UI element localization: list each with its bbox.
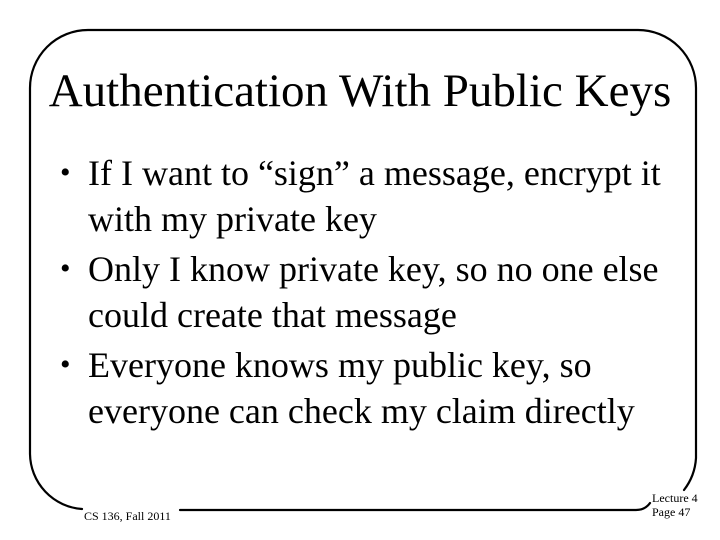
page-number: Page 47 — [652, 505, 691, 519]
bullet-icon: • — [60, 156, 71, 189]
bullet-text — [88, 249, 659, 335]
bullet-item — [60, 342, 700, 434]
page-footer — [652, 491, 698, 519]
bullet-line: everyone can check my claim directly — [88, 391, 635, 431]
bullet-line: could create that message — [88, 295, 457, 335]
bullet-line: with my private key — [88, 199, 377, 239]
bullet-icon: • — [60, 252, 71, 285]
slide-title: Authentication With Public Keys — [48, 65, 672, 117]
bullet-item — [60, 150, 700, 242]
bullet-item — [60, 246, 700, 338]
bullet-text — [88, 153, 661, 239]
lecture-number: Lecture 4 — [652, 491, 698, 505]
bullet-icon: • — [60, 348, 71, 381]
bullet-list — [60, 150, 700, 438]
course-footer: CS 136, Fall 2011 — [84, 509, 171, 523]
bullet-text — [88, 345, 635, 431]
border-bottom-line — [180, 503, 650, 510]
bullet-line: Only I know private key, so no one else — [88, 249, 659, 289]
bullet-line: Everyone knows my public key, so — [88, 345, 592, 385]
bullet-line: If I want to “sign” a message, encrypt it — [88, 153, 661, 193]
